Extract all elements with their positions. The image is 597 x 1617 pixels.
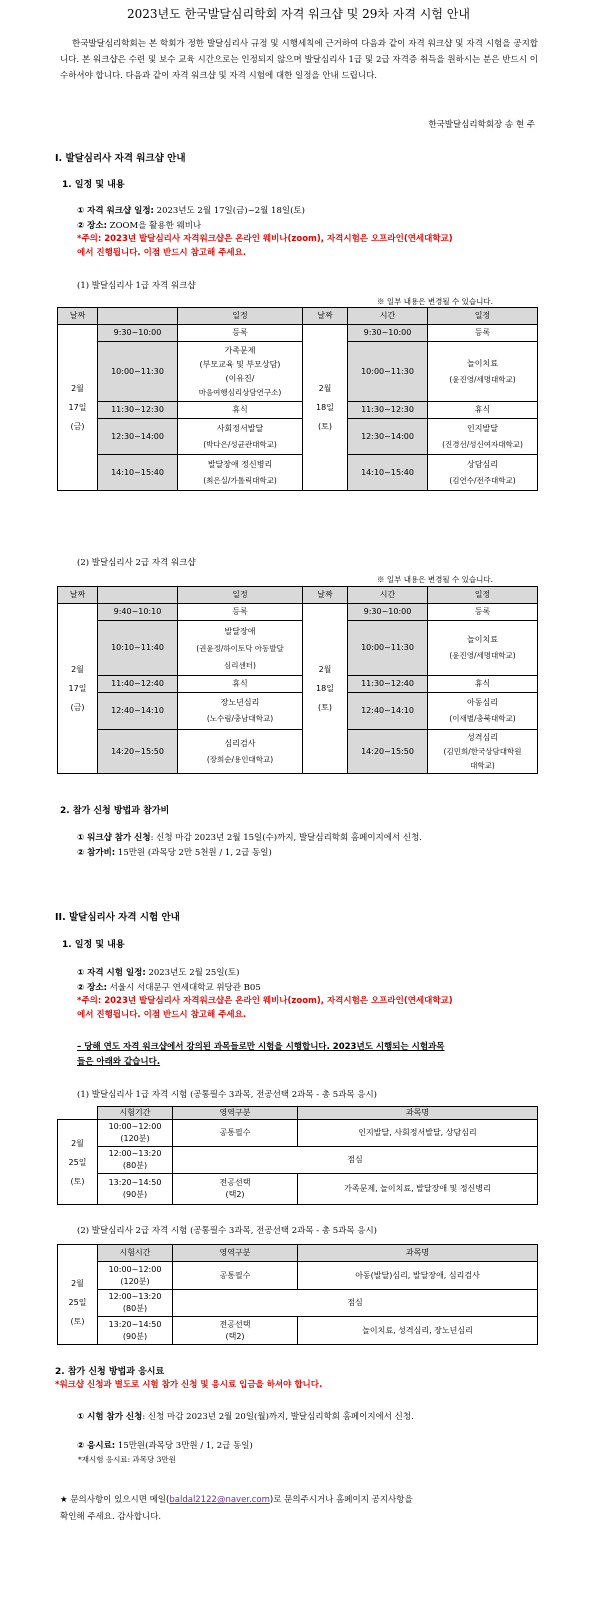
time-cell: 9:30~10:00 [348, 604, 428, 621]
session-cell: 장노년심리 (노수림/충남대학교) [178, 693, 303, 730]
time-cell: 14:20~15:50 [348, 730, 428, 774]
exam-level2-table [57, 1244, 538, 1345]
lunch-cell: 점심 [173, 1147, 538, 1174]
session-cell: 휴식 [428, 402, 538, 419]
session-cell: 성격심리 (김민희/한국상담대학원 대학교) [428, 730, 538, 774]
session-cell: 아동심리 (이새별/충북대학교) [428, 693, 538, 730]
change-note-1: ※ 일부 내용은 변경될 수 있습니다. [377, 297, 493, 306]
section2-sub1: 1. 일정 및 내용 [62, 940, 125, 950]
exam-area-cell: 전공선택 (택2) [173, 1174, 298, 1205]
lunch-cell: 점심 [173, 1290, 538, 1317]
session-cell: 발달장애 정신병리 (최은실/가톨릭대학교) [178, 455, 303, 491]
workshop-date-line: ① 자격 워크샵 일정: 2023년도 2월 17일(금)~2월 18일(토) [77, 206, 305, 216]
header-subjects: 과목명 [298, 1245, 538, 1262]
date-cell-day1: 2월 17일 (금) [58, 604, 98, 774]
time-cell: 10:10~11:40 [98, 621, 178, 676]
contact-notice: ★ 문의사항이 있으시면 메일(baldal2122@naver.com)로 문의주시거나 홈페이지 공지사항을 확인해 주세요. 감사합니다. [60, 1495, 413, 1522]
time-cell: 14:10~15:40 [98, 455, 178, 491]
exam-subjects-cell: 놀이치료, 성격심리, 장노년심리 [298, 1317, 538, 1345]
change-note-2: ※ 일부 내용은 변경될 수 있습니다. [377, 575, 493, 584]
session-cell: 가족문제 (부모교육 및 부모상담) (이유진/ 마음여행심리상담연구소) [178, 342, 303, 402]
date-cell-day2: 2월 18일 (토) [303, 325, 348, 491]
session-cell: 휴식 [178, 676, 303, 693]
exam-level1-table [57, 1106, 538, 1205]
date-cell-day2: 2월 18일 (토) [303, 604, 348, 774]
exam-time-cell: 10:00~12:00 (120분) [98, 1120, 173, 1147]
time-cell: 12:40~14:10 [348, 693, 428, 730]
exam2-caption: (2) 발달심리사 2급 자격 시험 (공통필수 3과목, 전공선택 2과목 - 총 5과목 응시) [77, 1226, 378, 1236]
time-cell: 10:00~11:30 [348, 342, 428, 402]
warning-notice-2: *주의: 2023년 발달심리사 자격워크샵은 온라인 웨비나(zoom), 자격시험은 오프라인(연세대학교) 에서 진행됩니다. 이점 반드시 참고해 주세요. [77, 996, 453, 1020]
warning-notice-3: *워크샵 신청과 별도로 시험 참가 신청 및 응시료 입금을 하셔야 합니다. [55, 1380, 323, 1390]
session-cell: 등록 [428, 325, 538, 342]
header-area: 영역구분 [173, 1107, 298, 1120]
time-cell: 12:30~14:00 [348, 419, 428, 455]
table2-caption: (2) 발달심리사 2급 자격 워크샵 [77, 558, 196, 568]
exam-time-cell: 10:00~12:00 (120분) [98, 1262, 173, 1290]
session-cell: 등록 [178, 604, 303, 621]
time-cell: 10:00~11:30 [98, 342, 178, 402]
section2-sub2: 2. 참가 신청 방법과 응시료 [55, 1367, 165, 1377]
time-cell: 12:30~14:00 [98, 419, 178, 455]
exam-subjects-cell: 가족문제, 놀이치료, 발달장애 및 정신병리 [298, 1174, 538, 1205]
header-exam-time: 시험시간 [98, 1245, 173, 1262]
session-cell: 휴식 [178, 402, 303, 419]
header-date: 날짜 [58, 587, 98, 604]
session-cell: 상담심리 (김연수/전주대학교) [428, 455, 538, 491]
intro-paragraph: 한국발달심리학회는 본 학회가 정한 발달심리사 규정 및 시행세칙에 근거하여 다음과 같이 자격 워크샵 및 자격 시험을 공지합니다. 본 워크샵은 수련 및 보수 교육 시간으로는 인정되지 않으며 발달심리사 1급 및 2급 자격증 취득을 원하시는 분은 반드시 이수하셔야 합니다. 다음과 같이 자격 워크샵 및 자격 시험에 대한 일정을 안내 드립니다. [60, 39, 538, 81]
session-cell: 사회정서발달 (박다은/성균관대학교) [178, 419, 303, 455]
exam-date-cell: 2월 25일 (토) [58, 1262, 98, 1345]
exam-area-cell: 공통필수 [173, 1120, 298, 1147]
page-title: 2023년도 한국발달심리학회 자격 워크샵 및 29차 자격 시험 안내 [127, 7, 470, 21]
header-date: 날짜 [58, 308, 98, 325]
time-cell: 12:40~14:10 [98, 693, 178, 730]
exam-time-cell: 13:20~14:50 (90분) [98, 1174, 173, 1205]
exam-fee-line: ② 응시료: 15만원(과목당 3만원 / 1, 2급 동일) [77, 1441, 253, 1451]
header-time: 시간 [348, 587, 428, 604]
header-schedule: 일정 [178, 587, 303, 604]
session-cell: 심리검사 (장희순/용인대학교) [178, 730, 303, 774]
section2-heading: II. 발달심리사 자격 시험 안내 [55, 912, 180, 923]
header-schedule: 일정 [428, 308, 538, 325]
exam-subjects-cell: 인지발달, 사회정서발달, 상담심리 [298, 1120, 538, 1147]
workshop-level2-table [57, 586, 538, 774]
session-cell: 발달장애 (권윤정/하이토닥 아동발달 심리센터) [178, 621, 303, 676]
workshop-place-line: ② 장소: ZOOM을 활용한 웨비나 [77, 221, 202, 231]
exam-subject-notice: – 당해 연도 자격 워크샵에서 강의된 과목들로만 시험을 시행합니다. 2023년도 시행되는 시험과목 들은 아래와 같습니다. [77, 1042, 445, 1067]
header-date: 날짜 [303, 587, 348, 604]
section1-sub1: 1. 일정 및 내용 [62, 180, 125, 190]
time-cell: 11:30~12:30 [98, 402, 178, 419]
signature: 한국발달심리학회장 송 현 주 [428, 120, 535, 130]
header-exam-period: 시험기간 [98, 1107, 173, 1120]
exam-time-cell: 13:20~14:50 (90분) [98, 1317, 173, 1345]
time-cell: 11:30~12:30 [348, 402, 428, 419]
time-cell: 9:40~10:10 [98, 604, 178, 621]
header-area: 영역구분 [173, 1245, 298, 1262]
workshop-level1-table [57, 307, 538, 491]
table1-caption: (1) 발달심리사 1급 자격 워크샵 [77, 281, 196, 291]
time-cell: 14:10~15:40 [348, 455, 428, 491]
header-schedule: 일정 [178, 308, 303, 325]
exam-time-cell: 12:00~13:20 (80분) [98, 1290, 173, 1317]
header-time: 시간 [348, 308, 428, 325]
time-cell: 11:40~12:40 [98, 676, 178, 693]
section1-heading: I. 발달심리사 자격 워크샵 안내 [55, 153, 186, 164]
time-cell: 14:20~15:50 [98, 730, 178, 774]
header-subjects: 과목명 [298, 1107, 538, 1120]
exam-place-line: ② 장소: 서울시 서대문구 연세대학교 위당관 B05 [77, 983, 261, 993]
exam-time-cell: 12:00~13:20 (80분) [98, 1147, 173, 1174]
exam-apply-line: ① 시험 참가 신청: 신청 마감 2023년 2월 20일(월)까지, 발달심리학회 홈페이지에서 신청. [77, 1412, 414, 1422]
session-cell: 인지발달 (진경선/성신여자대학교) [428, 419, 538, 455]
session-cell: 휴식 [428, 676, 538, 693]
time-cell: 10:00~11:30 [348, 621, 428, 676]
session-cell: 등록 [178, 325, 303, 342]
time-cell: 11:30~12:40 [348, 676, 428, 693]
header-schedule: 일정 [428, 587, 538, 604]
session-cell: 등록 [428, 604, 538, 621]
warning-notice-1: *주의: 2023년 발달심리사 자격워크샵은 온라인 웨비나(zoom), 자격시험은 오프라인(연세대학교) 에서 진행됩니다. 이점 반드시 참고해 주세요. [77, 234, 453, 258]
exam-date-line: ① 자격 시험 일정: 2023년도 2월 25일(토) [77, 968, 240, 978]
exam-subjects-cell: 아동(발달)심리, 발달장애, 심리검사 [298, 1262, 538, 1290]
exam-date-cell: 2월 25일 (토) [58, 1120, 98, 1205]
section1-sub2: 2. 참가 신청 방법과 참가비 [60, 806, 170, 816]
exam1-caption: (1) 발달심리사 1급 자격 시험 (공통필수 3과목, 전공선택 2과목 - 총 5과목 응시) [77, 1090, 378, 1100]
exam-area-cell: 공통필수 [173, 1262, 298, 1290]
time-cell: 9:30~10:00 [98, 325, 178, 342]
email-link[interactable]: baldal2122@naver.com [169, 1495, 270, 1505]
exam-area-cell: 전공선택 (택2) [173, 1317, 298, 1345]
date-cell-day1: 2월 17일 (금) [58, 325, 98, 491]
retake-fee-note: *재시험 응시료: 과목당 3만원 [78, 1455, 176, 1464]
time-cell: 9:30~10:00 [348, 325, 428, 342]
header-date: 날짜 [303, 308, 348, 325]
workshop-apply-line: ① 워크샵 참가 신청: 신청 마감 2023년 2월 15일(수)까지, 발달심리학회 홈페이지에서 신청. [77, 833, 422, 843]
session-cell: 놀이치료 (윤진영/세명대학교) [428, 621, 538, 676]
session-cell: 놀이치료 (윤진영/세명대학교) [428, 342, 538, 402]
workshop-fee-line: ② 참가비: 15만원 (과목당 2만 5천원 / 1, 2급 동일) [77, 848, 272, 858]
